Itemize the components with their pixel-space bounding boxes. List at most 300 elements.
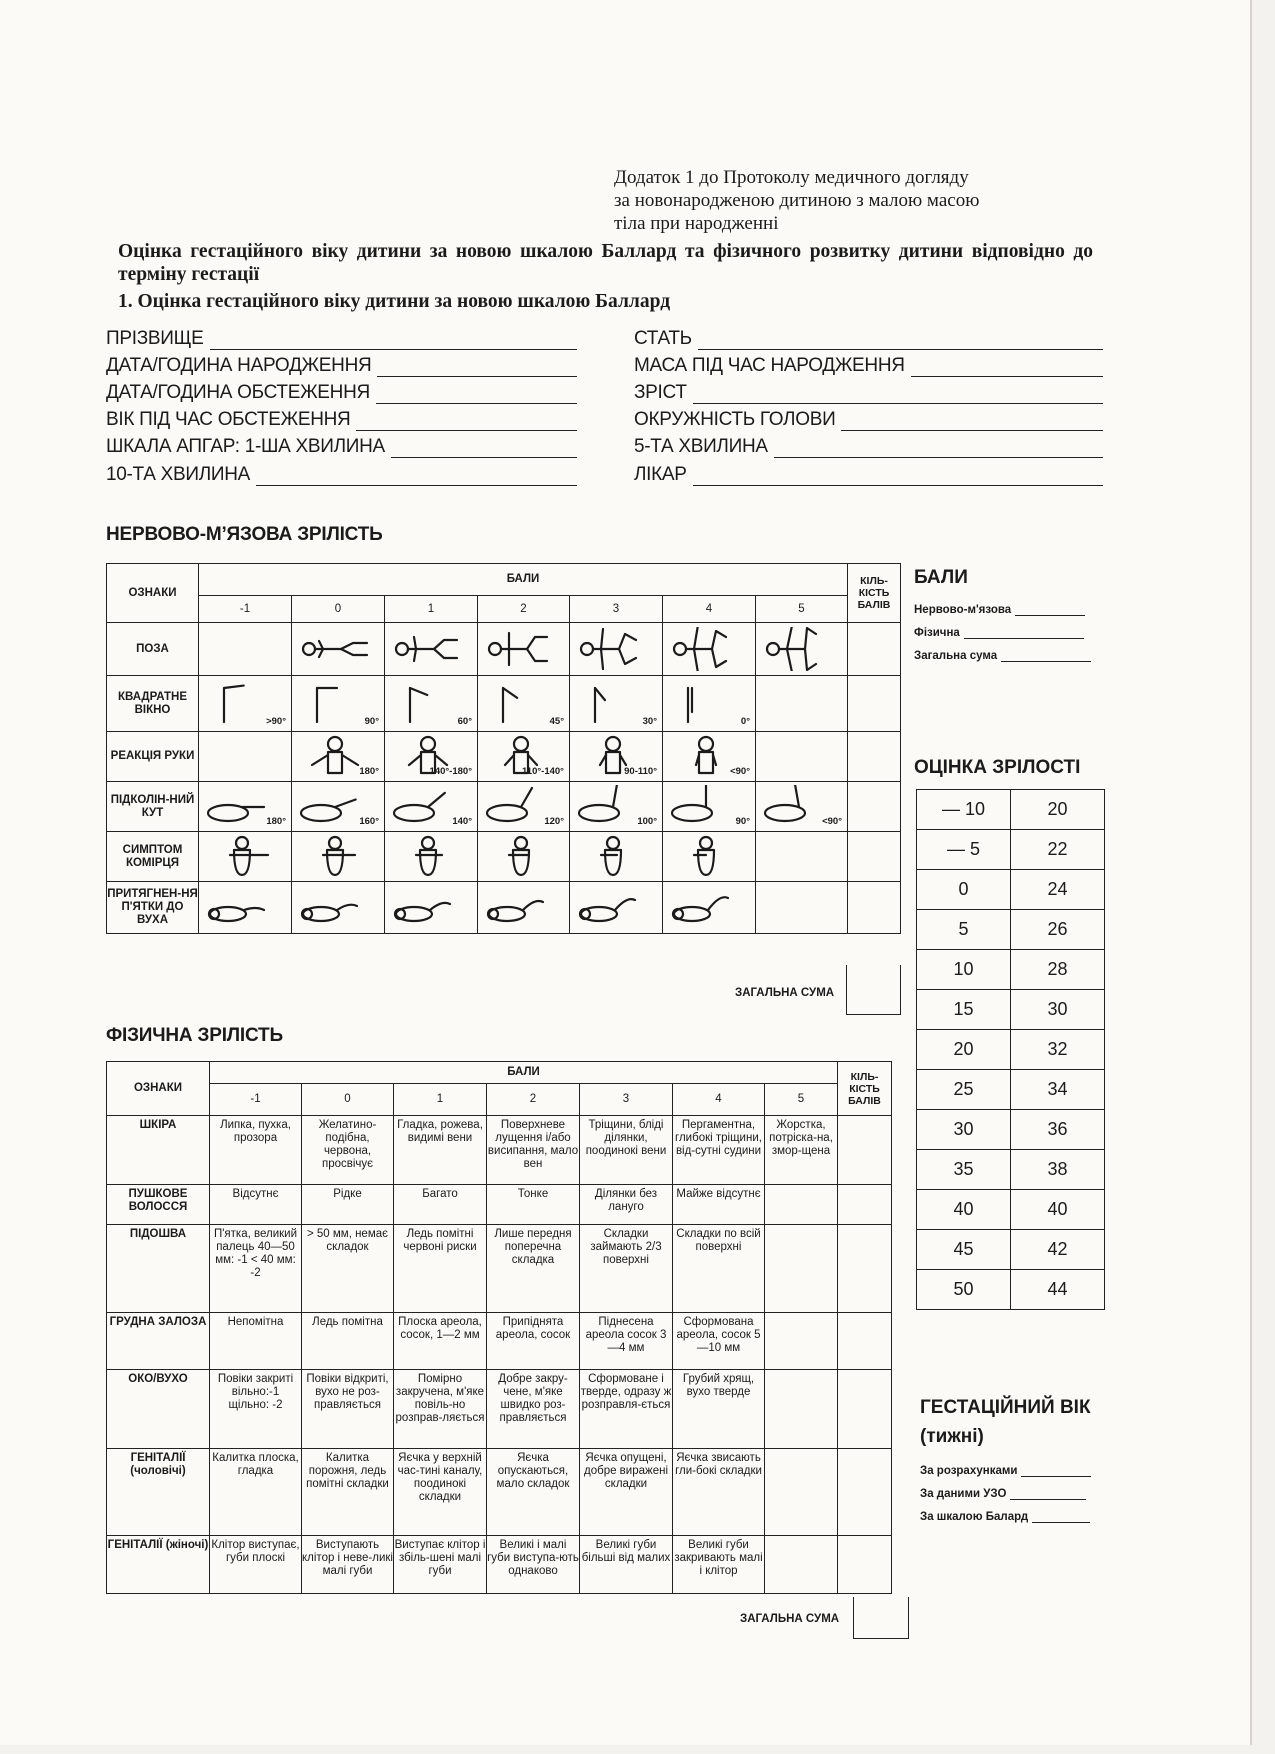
arm-diagram-icon	[202, 735, 288, 779]
phys-cell[interactable]: Ділянки без лануго	[580, 1185, 673, 1225]
neuro-cell[interactable]	[570, 623, 663, 676]
neuro-cell[interactable]	[199, 732, 292, 782]
score-header-0: -1	[210, 1084, 302, 1116]
field-input-line[interactable]	[377, 356, 577, 377]
angle-note: 45°	[549, 716, 564, 727]
angle-note: 90°	[364, 716, 379, 727]
maturity-weeks: 22	[1011, 830, 1105, 870]
neuro-cell[interactable]	[570, 676, 663, 732]
phys-cell[interactable]: Повіки відкриті, вухо не роз-правляється	[302, 1370, 394, 1449]
angle-note: <90°	[730, 766, 750, 777]
phys-cell[interactable]: Пергаментна, глибокі тріщини, від-сутні судини	[673, 1116, 765, 1185]
neuro-count-cell[interactable]	[848, 882, 901, 934]
neuro-row-label: ПОЗА	[107, 623, 199, 676]
field-input-line[interactable]	[693, 465, 1103, 486]
neuro-cell[interactable]	[292, 732, 385, 782]
col-points: БАЛИ	[210, 1062, 838, 1084]
phys-cell[interactable]: Тріщини, бліді ділянки, поодинокі вени	[580, 1116, 673, 1185]
field-right-5[interactable]	[634, 460, 1103, 486]
field-input-line[interactable]	[210, 329, 578, 350]
posture-diagram-icon	[573, 627, 659, 671]
field-left-0[interactable]	[106, 324, 577, 350]
neuro-count-cell[interactable]	[848, 832, 901, 882]
phys-cell[interactable]: Желатино-подібна, червона, просвічує	[302, 1116, 394, 1185]
neuro-row	[107, 832, 901, 882]
score-header-4: 3	[580, 1084, 673, 1116]
score-total-field[interactable]	[1001, 651, 1091, 662]
col-count: КІЛЬ-КІСТЬ БАЛІВ	[838, 1062, 892, 1116]
maturity-weeks: 44	[1011, 1270, 1105, 1310]
neuro-cell[interactable]	[663, 882, 756, 934]
phys-cell[interactable]	[765, 1536, 838, 1594]
neuro-row-label: СИМПТОМ КОМІРЦЯ	[107, 832, 199, 882]
maturity-row	[917, 1230, 1105, 1270]
score-header-3: 2	[487, 1084, 580, 1116]
maturity-weeks: 42	[1011, 1230, 1105, 1270]
gest-calc-field[interactable]	[1021, 1466, 1091, 1477]
phys-cell[interactable]: Складки по всій поверхні	[673, 1225, 765, 1313]
angle-note: 100°	[637, 816, 657, 827]
neuro-cell[interactable]	[385, 882, 478, 934]
phys-cell[interactable]: Калитка порожня, ледь помітні складки	[302, 1449, 394, 1536]
phys-cell[interactable]: Жорстка, потріска-на, змор-щена	[765, 1116, 838, 1185]
maturity-row	[917, 910, 1105, 950]
maturity-table	[916, 789, 1105, 1310]
neuro-count-cell[interactable]	[848, 676, 901, 732]
maturity-score: 35	[917, 1150, 1011, 1190]
phys-cell[interactable]: Сформована ареола, сосок 5—10 мм	[673, 1313, 765, 1370]
phys-cell[interactable]: Яєчка опускаються, мало складок	[487, 1449, 580, 1536]
neuro-cell[interactable]	[756, 676, 848, 732]
score-total-line[interactable]	[914, 650, 1091, 662]
heel-diagram-icon	[202, 886, 288, 930]
score-header-1: 0	[292, 596, 385, 623]
field-label: 5-ТА ХВИЛИНА	[634, 436, 768, 457]
phys-row	[107, 1449, 892, 1536]
neuro-cell[interactable]	[756, 623, 848, 676]
score-header-6: 5	[756, 596, 848, 623]
annex-line: за новонародженою дитиною з малою масою	[614, 190, 980, 211]
neuro-cell[interactable]	[478, 832, 570, 882]
neuro-cell[interactable]	[663, 832, 756, 882]
heel-diagram-icon	[573, 886, 659, 930]
neuro-count-cell[interactable]	[848, 732, 901, 782]
phys-cell[interactable]	[765, 1449, 838, 1536]
field-label: ЗРІСТ	[634, 382, 687, 403]
score-phys-label: Фізична	[914, 627, 960, 639]
neuro-cell[interactable]	[756, 832, 848, 882]
maturity-row	[917, 990, 1105, 1030]
maturity-row	[917, 830, 1105, 870]
angle-note: 140°-180°	[429, 766, 472, 777]
field-right-1[interactable]	[634, 351, 1103, 377]
maturity-score: 30	[917, 1110, 1011, 1150]
phys-row-label: ПІДОШВА	[107, 1225, 210, 1313]
neuro-cell[interactable]	[570, 882, 663, 934]
phys-cell[interactable]: Ледь помітна	[302, 1313, 394, 1370]
posture-diagram-icon	[666, 627, 752, 671]
gest-ballard-line[interactable]	[920, 1511, 1090, 1523]
neuro-cell[interactable]	[756, 882, 848, 934]
phys-row-label: ОКО/ВУХО	[107, 1370, 210, 1449]
phys-cell[interactable]: Рідке	[302, 1185, 394, 1225]
neuro-cell[interactable]	[756, 732, 848, 782]
maturity-row	[917, 790, 1105, 830]
score-neuro-line[interactable]	[914, 604, 1085, 616]
phys-count-cell[interactable]	[838, 1370, 892, 1449]
window-diagram-icon	[759, 682, 845, 726]
neuro-count-cell[interactable]	[848, 782, 901, 832]
field-input-line[interactable]	[841, 410, 1103, 431]
field-right-4[interactable]	[634, 432, 1103, 458]
phys-row	[107, 1313, 892, 1370]
maturity-weeks: 36	[1011, 1110, 1105, 1150]
score-header-5: 4	[673, 1084, 765, 1116]
angle-note: <90°	[822, 816, 842, 827]
neuro-cell[interactable]	[199, 782, 292, 832]
heel-diagram-icon	[481, 886, 567, 930]
phys-cell[interactable]	[765, 1370, 838, 1449]
score-header-2: 1	[385, 596, 478, 623]
phys-row-label: ШКІРА	[107, 1116, 210, 1185]
phys-cell[interactable]: Складки займають 2/3 поверхні	[580, 1225, 673, 1313]
phys-count-cell[interactable]	[838, 1313, 892, 1370]
field-label: СТАТЬ	[634, 328, 692, 349]
angle-note: 0°	[740, 716, 750, 727]
neuro-cell[interactable]	[756, 782, 848, 832]
score-header-3: 2	[478, 596, 570, 623]
neuro-cell[interactable]	[385, 676, 478, 732]
neuro-cell[interactable]	[478, 882, 570, 934]
neuro-cell[interactable]	[570, 732, 663, 782]
field-left-2[interactable]	[106, 378, 577, 404]
maturity-row	[917, 1190, 1105, 1230]
phys-row	[107, 1225, 892, 1313]
neuro-cell[interactable]	[385, 623, 478, 676]
neuro-heading: НЕРВОВО-М’ЯЗОВА ЗРІЛІСТЬ	[106, 524, 383, 545]
maturity-weeks: 38	[1011, 1150, 1105, 1190]
neuro-cell[interactable]	[292, 623, 385, 676]
neuro-row	[107, 623, 901, 676]
phys-count-cell[interactable]	[838, 1536, 892, 1594]
phys-cell[interactable]: Відсутнє	[210, 1185, 302, 1225]
neuro-cell[interactable]	[478, 732, 570, 782]
field-left-1[interactable]	[106, 351, 577, 377]
neuro-cell[interactable]	[292, 832, 385, 882]
neuro-count-cell[interactable]	[848, 623, 901, 676]
phys-cell[interactable]: Ледь помітні червоні риски	[394, 1225, 487, 1313]
annex-line: Додаток 1 до Протоколу медичного догляду	[614, 167, 969, 188]
maturity-score: — 10	[917, 790, 1011, 830]
angle-note: 180°	[359, 766, 379, 777]
maturity-weeks: 28	[1011, 950, 1105, 990]
neuro-cell[interactable]	[663, 782, 756, 832]
posture-diagram-icon	[295, 627, 381, 671]
phys-cell[interactable]: Поверхневе лущення і/або висипання, мало вен	[487, 1116, 580, 1185]
phys-row	[107, 1185, 892, 1225]
phys-cell[interactable]: Повіки закриті вільно:-1 щільно: -2	[210, 1370, 302, 1449]
neuro-total-label: ЗАГАЛЬНА СУМА	[735, 987, 835, 999]
phys-cell[interactable]: Добре закру-чене, м'яке швидко роз-правляється	[487, 1370, 580, 1449]
phys-table	[106, 1061, 892, 1594]
score-neuro-field[interactable]	[1015, 605, 1085, 616]
field-label: ОКРУЖНІСТЬ ГОЛОВИ	[634, 409, 836, 430]
scarf-diagram-icon	[202, 835, 288, 879]
maturity-score: 45	[917, 1230, 1011, 1270]
angle-note: 120°	[544, 816, 564, 827]
form-subtitle: 1. Оцінка гестаційного віку дитини за новою шкалою Баллард	[118, 291, 671, 312]
neuro-cell[interactable]	[570, 832, 663, 882]
maturity-weeks: 20	[1011, 790, 1105, 830]
col-signs: ОЗНАКИ	[107, 1062, 210, 1116]
phys-total-label: ЗАГАЛЬНА СУМА	[740, 1613, 840, 1625]
phys-count-cell[interactable]	[838, 1116, 892, 1185]
phys-cell[interactable]: Яєчка у верхній час-тині каналу, поодинокі складки	[394, 1449, 487, 1536]
gest-us-line[interactable]	[920, 1488, 1086, 1500]
field-right-2[interactable]	[634, 378, 1103, 404]
neuro-cell[interactable]	[663, 623, 756, 676]
annex-line: тіла при народженні	[614, 213, 779, 234]
neuro-cell[interactable]	[292, 676, 385, 732]
maturity-row	[917, 1070, 1105, 1110]
scores-heading: БАЛИ	[914, 567, 968, 588]
phys-cell[interactable]: Липка, пухка, прозора	[210, 1116, 302, 1185]
maturity-heading: ОЦІНКА ЗРІЛОСТІ	[914, 757, 1081, 778]
gest-calc-line[interactable]	[920, 1465, 1091, 1477]
neuro-cell[interactable]	[478, 623, 570, 676]
maturity-score: 50	[917, 1270, 1011, 1310]
phys-cell[interactable]: Тонке	[487, 1185, 580, 1225]
field-input-line[interactable]	[391, 437, 577, 458]
neuro-row-label: РЕАКЦІЯ РУКИ	[107, 732, 199, 782]
window-diagram-icon	[666, 682, 752, 726]
posture-diagram-icon	[481, 627, 567, 671]
maturity-score: 20	[917, 1030, 1011, 1070]
maturity-row	[917, 1030, 1105, 1070]
phys-cell[interactable]: Непомітна	[210, 1313, 302, 1370]
maturity-score: 5	[917, 910, 1011, 950]
phys-row	[107, 1116, 892, 1185]
scarf-diagram-icon	[388, 835, 474, 879]
gest-us-field[interactable]	[1010, 1489, 1086, 1500]
phys-count-cell[interactable]	[838, 1185, 892, 1225]
posture-diagram-icon	[388, 627, 474, 671]
score-phys-line[interactable]	[914, 627, 1084, 639]
phys-cell[interactable]: Яєчка опущені, добре виражені складки	[580, 1449, 673, 1536]
field-label: МАСА ПІД ЧАС НАРОДЖЕННЯ	[634, 355, 905, 376]
maturity-weeks: 26	[1011, 910, 1105, 950]
maturity-score: 15	[917, 990, 1011, 1030]
maturity-row	[917, 870, 1105, 910]
neuro-cell[interactable]	[292, 782, 385, 832]
neuro-cell[interactable]	[199, 676, 292, 732]
gest-ballard-label: За шкалою Балард	[920, 1511, 1029, 1523]
maturity-weeks: 32	[1011, 1030, 1105, 1070]
phys-row	[107, 1536, 892, 1594]
phys-row-label: ГРУДНА ЗАЛОЗА	[107, 1313, 210, 1370]
neuro-row	[107, 882, 901, 934]
maturity-weeks: 24	[1011, 870, 1105, 910]
score-total-label: Загальна сума	[914, 650, 998, 662]
neuro-cell[interactable]	[292, 882, 385, 934]
maturity-score: 25	[917, 1070, 1011, 1110]
phys-cell[interactable]: Виступають клітор і неве-ликі малі губи	[302, 1536, 394, 1594]
neuro-row-label: ПРИТЯГНЕН-НЯ П'ЯТКИ ДО ВУХА	[107, 882, 199, 934]
field-input-line[interactable]	[774, 437, 1103, 458]
neuro-table	[106, 563, 901, 934]
angle-note: 160°	[359, 816, 379, 827]
field-label: 10-ТА ХВИЛИНА	[106, 464, 251, 485]
phys-cell[interactable]: Плоска ареола, сосок, 1—2 мм	[394, 1313, 487, 1370]
phys-row	[107, 1370, 892, 1449]
phys-count-cell[interactable]	[838, 1225, 892, 1313]
angle-note: 140°	[452, 816, 472, 827]
field-label: ШКАЛА АПГАР: 1-ША ХВИЛИНА	[106, 436, 385, 457]
phys-cell[interactable]	[765, 1225, 838, 1313]
phys-cell[interactable]: Піднесена ареола сосок 3—4 мм	[580, 1313, 673, 1370]
heel-diagram-icon	[759, 886, 845, 930]
phys-cell[interactable]	[765, 1313, 838, 1370]
phys-cell[interactable]: Припіднята ареола, сосок	[487, 1313, 580, 1370]
posture-diagram-icon	[759, 627, 845, 671]
neuro-cell[interactable]	[385, 782, 478, 832]
maturity-weeks: 34	[1011, 1070, 1105, 1110]
phys-cell[interactable]: Сформоване і тверде, одразу ж розправля-ється	[580, 1370, 673, 1449]
phys-cell[interactable]: Грубий хрящ, вухо тверде	[673, 1370, 765, 1449]
angle-note: 30°	[642, 716, 657, 727]
phys-cell[interactable]: Гладка, рожева, видимі вени	[394, 1116, 487, 1185]
scarf-diagram-icon	[481, 835, 567, 879]
neuro-row-label: ПІДКОЛІН-НИЙ КУТ	[107, 782, 199, 832]
maturity-score: 0	[917, 870, 1011, 910]
field-input-line[interactable]	[376, 383, 577, 404]
angle-note: 90°	[735, 816, 750, 827]
scarf-diagram-icon	[759, 835, 845, 879]
scarf-diagram-icon	[295, 835, 381, 879]
col-count: КІЛЬ-КІСТЬ БАЛІВ	[848, 564, 901, 623]
neuro-row	[107, 782, 901, 832]
neuro-cell[interactable]	[663, 676, 756, 732]
neuro-cell[interactable]	[199, 832, 292, 882]
arm-diagram-icon	[759, 735, 845, 779]
phys-cell[interactable]: Яєчка звисають гли-бокі складки	[673, 1449, 765, 1536]
phys-cell[interactable]: Калитка плоска, гладка	[210, 1449, 302, 1536]
neuro-cell[interactable]	[663, 732, 756, 782]
scarf-diagram-icon	[666, 835, 752, 879]
phys-cell[interactable]: Лише передня поперечна складка	[487, 1225, 580, 1313]
maturity-weeks: 40	[1011, 1190, 1105, 1230]
phys-count-cell[interactable]	[838, 1449, 892, 1536]
phys-cell[interactable]: Великі губи закривають малі і клітор	[673, 1536, 765, 1594]
neuro-row	[107, 732, 901, 782]
maturity-score: 40	[917, 1190, 1011, 1230]
field-input-line[interactable]	[356, 410, 577, 431]
field-left-3[interactable]	[106, 405, 577, 431]
phys-cell[interactable]	[765, 1185, 838, 1225]
maturity-row	[917, 1110, 1105, 1150]
score-header-5: 4	[663, 596, 756, 623]
neuro-total-box[interactable]	[846, 965, 901, 1015]
field-input-line[interactable]	[911, 356, 1103, 377]
form-title: Оцінка гестаційного віку дитини за новою шкалою Баллард та фізичного розвитку дитини відповідно до терміну гестації	[118, 241, 1093, 285]
maturity-score: 10	[917, 950, 1011, 990]
gest-us-label: За даними УЗО	[920, 1488, 1007, 1500]
field-left-4[interactable]	[106, 432, 577, 458]
field-label: ДАТА/ГОДИНА НАРОДЖЕННЯ	[106, 355, 372, 376]
phys-cell[interactable]: Виступає клітор і збіль-шені малі губи	[394, 1536, 487, 1594]
annex-note	[614, 166, 1094, 235]
heel-diagram-icon	[388, 886, 474, 930]
neuro-cell[interactable]	[199, 623, 292, 676]
neuro-cell[interactable]	[199, 882, 292, 934]
phys-cell[interactable]: > 50 мм, немає складок	[302, 1225, 394, 1313]
scarf-diagram-icon	[573, 835, 659, 879]
angle-note: 60°	[457, 716, 472, 727]
score-phys-field[interactable]	[964, 628, 1084, 639]
neuro-cell[interactable]	[478, 782, 570, 832]
angle-note: 90-110°	[624, 766, 657, 777]
field-left-5[interactable]	[106, 460, 577, 486]
angle-note: >90°	[266, 716, 286, 727]
neuro-cell[interactable]	[385, 832, 478, 882]
gest-heading: ГЕСТАЦІЙНИЙ ВІК	[920, 1397, 1091, 1418]
field-label: ВІК ПІД ЧАС ОБСТЕЖЕННЯ	[106, 409, 351, 430]
score-header-0: -1	[199, 596, 292, 623]
neuro-cell[interactable]	[478, 676, 570, 732]
score-neuro-label: Нервово-м'язова	[914, 604, 1012, 616]
field-label: ЛІКАР	[634, 464, 687, 485]
phys-heading: ФІЗИЧНА ЗРІЛІСТЬ	[106, 1025, 283, 1046]
field-input-line[interactable]	[693, 383, 1103, 404]
phys-cell[interactable]: Майже відсутнє	[673, 1185, 765, 1225]
score-header-4: 3	[570, 596, 663, 623]
maturity-weeks: 30	[1011, 990, 1105, 1030]
field-right-3[interactable]	[634, 405, 1103, 431]
maturity-row	[917, 1150, 1105, 1190]
field-input-line[interactable]	[256, 465, 577, 486]
phys-cell[interactable]: Багато	[394, 1185, 487, 1225]
neuro-cell[interactable]	[570, 782, 663, 832]
phys-cell[interactable]: Клітор виступає, губи плоскі	[210, 1536, 302, 1594]
angle-note: 180°	[266, 816, 286, 827]
field-right-0[interactable]	[634, 324, 1103, 350]
phys-row-label: ГЕНІТАЛІЇ (жіночі)	[107, 1536, 210, 1594]
score-header-1: 0	[302, 1084, 394, 1116]
posture-diagram-icon	[202, 627, 288, 671]
phys-cell[interactable]: П'ятка, великий палець 40—50 мм: -1 < 40 мм: -2	[210, 1225, 302, 1313]
field-label: ДАТА/ГОДИНА ОБСТЕЖЕННЯ	[106, 382, 370, 403]
angle-note: 110°-140°	[522, 766, 564, 777]
phys-cell[interactable]: Великі і малі губи виступа-ють однаково	[487, 1536, 580, 1594]
gest-calc-label: За розрахунками	[920, 1465, 1018, 1477]
heel-diagram-icon	[295, 886, 381, 930]
field-label: ПРІЗВИЩЕ	[106, 328, 204, 349]
phys-row-label: ПУШКОВЕ ВОЛОССЯ	[107, 1185, 210, 1225]
phys-cell[interactable]: Помірно закручена, м'яке повіль-но розправ-ляється	[394, 1370, 487, 1449]
field-input-line[interactable]	[698, 329, 1103, 350]
phys-cell[interactable]: Великі губи більші від малих	[580, 1536, 673, 1594]
maturity-row	[917, 950, 1105, 990]
gest-heading-weeks: (тижні)	[920, 1426, 984, 1447]
neuro-cell[interactable]	[385, 732, 478, 782]
phys-total-box[interactable]	[853, 1597, 909, 1639]
gest-ballard-field[interactable]	[1032, 1512, 1090, 1523]
neuro-row	[107, 676, 901, 732]
score-header-2: 1	[394, 1084, 487, 1116]
maturity-score: — 5	[917, 830, 1011, 870]
heel-diagram-icon	[666, 886, 752, 930]
neuro-row-label: КВАДРАТНЕ ВІКНО	[107, 676, 199, 732]
